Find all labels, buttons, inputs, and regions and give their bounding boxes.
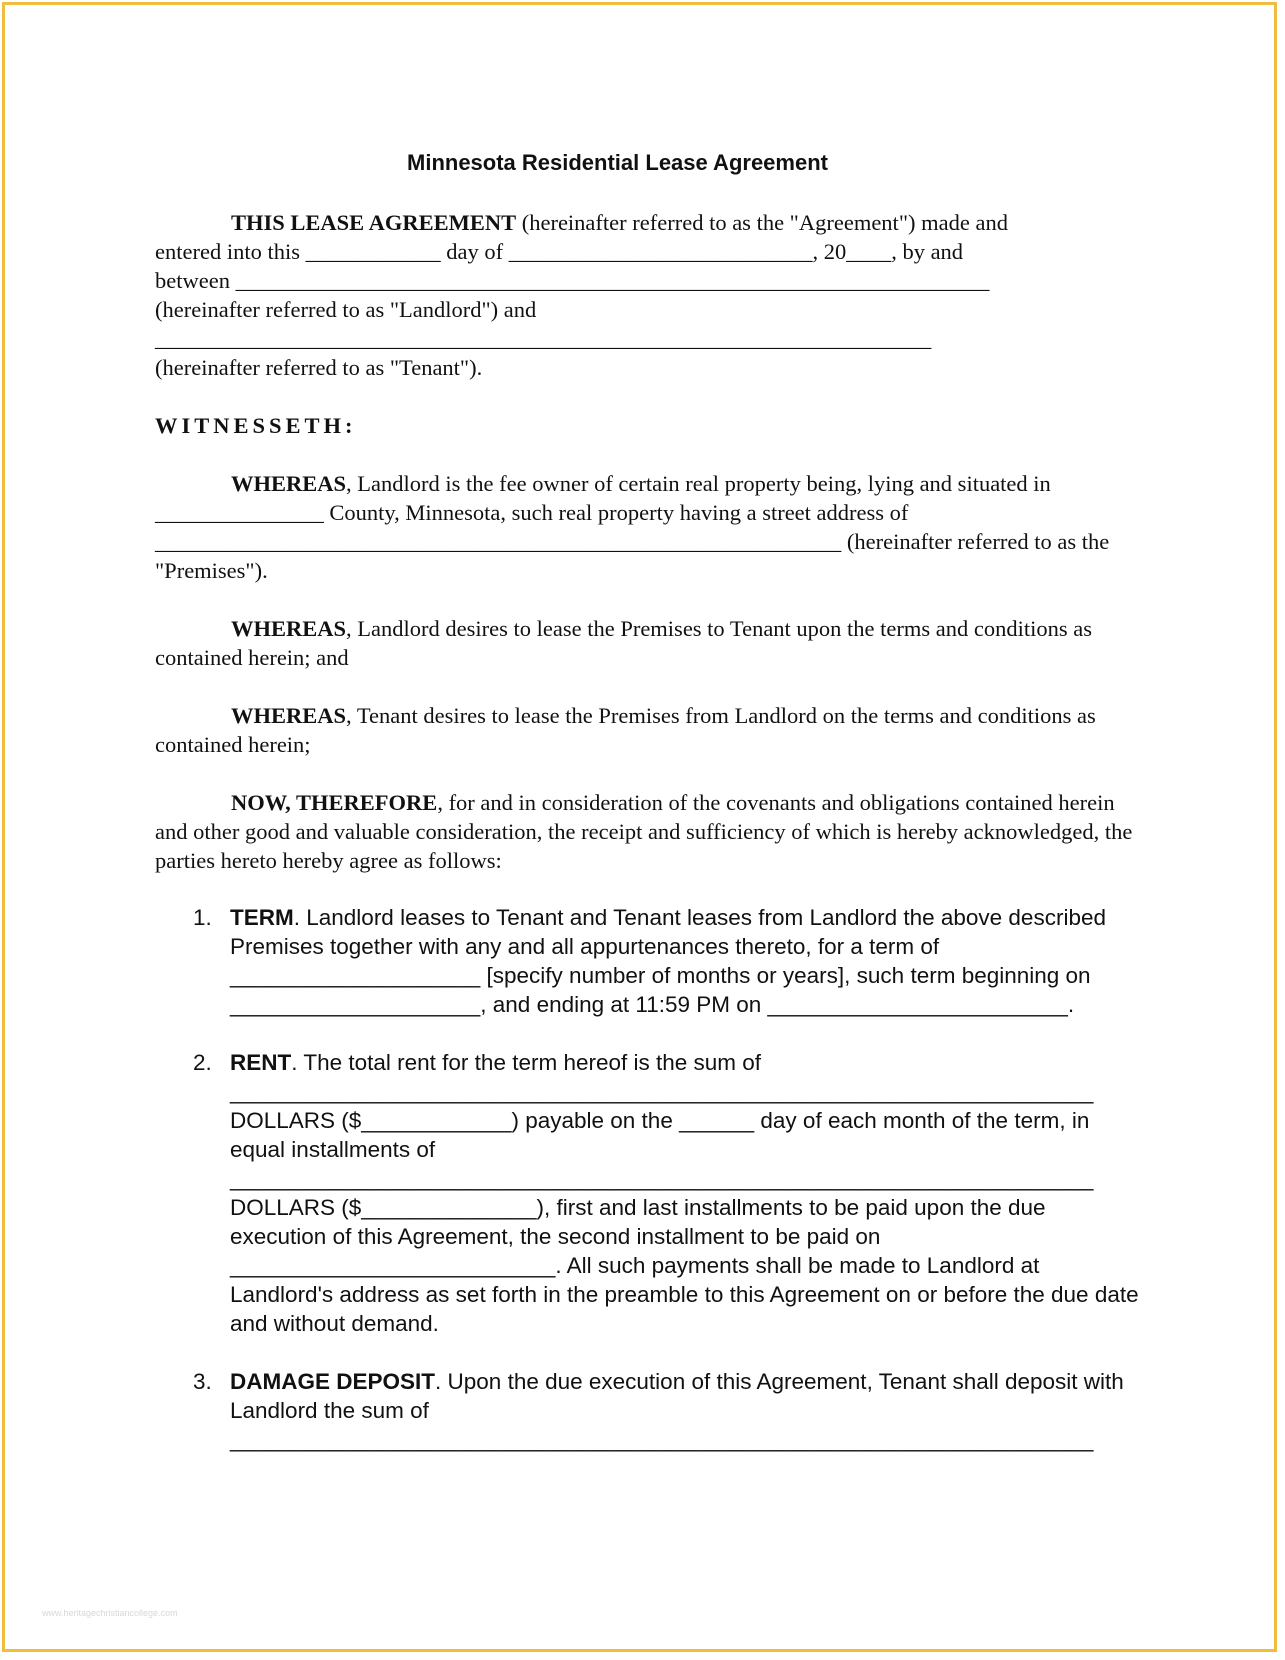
section-text: . Upon the due execution of this Agreement, Tenant shall deposit with Landlord the sum of	[230, 1369, 1124, 1423]
section-number: 1.	[193, 905, 212, 930]
whereas-1	[155, 469, 1140, 585]
blank-line: _____________________________________________________________________	[230, 1079, 1094, 1104]
intro-line6: (hereinafter referred to as "Tenant").	[155, 355, 483, 380]
whereas-2-text: , Landlord desires to lease the Premises to Tenant upon the terms and conditions as contained herein; and	[155, 616, 1093, 670]
section-text: DOLLARS ($____________) payable on the ______ day of each month of the term, in equal installments of	[230, 1108, 1090, 1162]
blank-line: _____________________________________________________________________	[230, 1427, 1094, 1452]
whereas-2-lead: WHEREAS	[231, 616, 347, 641]
section-heading: DAMAGE DEPOSIT	[230, 1369, 436, 1394]
whereas-2	[155, 614, 1140, 672]
section-heading: TERM	[230, 905, 294, 930]
intro-line2: entered into this ____________ day of ___________________________, 20____, by and	[155, 239, 964, 264]
intro-line3: between ___________________________________________________________________	[155, 268, 990, 293]
intro-line5: _____________________________________________________________________	[155, 326, 932, 351]
section-text: DOLLARS ($______________), first and last installments to be paid upon the due execution of this Agreement, the second installment to be paid on __________________________. All such payments shall be made to Landlord at Landlord's address as set forth in the preamble to this Agreement on or before the due date and without demand.	[230, 1195, 1139, 1336]
whereas-3	[155, 701, 1140, 759]
whereas-3-lead: WHEREAS	[231, 703, 347, 728]
now-therefore-text: , for and in consideration of the covenants and obligations contained herein and other good and valuable consideration, the receipt and sufficiency of which is hereby acknowledged, the parties hereto hereby agree as follows:	[155, 790, 1133, 873]
section-heading: RENT	[230, 1050, 292, 1075]
section-text: . The total rent for the term hereof is the sum of	[291, 1050, 762, 1075]
section-number: 2.	[193, 1050, 212, 1075]
witnesseth-heading: WITNESSETH:	[155, 413, 357, 438]
intro-lead: THIS LEASE AGREEMENT	[231, 210, 517, 235]
now-therefore-lead: NOW, THEREFORE	[231, 790, 438, 815]
blank-line: _____________________________________________________________________	[230, 1166, 1094, 1191]
section-damage-deposit	[155, 1367, 1140, 1454]
document-page	[155, 150, 1140, 1483]
section-text: . Landlord leases to Tenant and Tenant leases from Landlord the above described Premises together with any and all appurtenances thereto, for a term of ____________________ [specify number of months or years], such term beginning on ____________________, and ending at 11:59 PM on ________________________.	[230, 905, 1106, 1017]
sections-list	[155, 903, 1140, 1454]
whereas-1-text: , Landlord is the fee owner of certain real property being, lying and situated in _______________ County, Minnesota, such real property having a street address of _____________________________________________________________ (hereinafter referred to as the "Premises").	[155, 471, 1110, 583]
section-number: 3.	[193, 1369, 212, 1394]
section-rent	[155, 1048, 1140, 1338]
intro-line4: (hereinafter referred to as "Landlord") and	[155, 297, 537, 322]
whereas-1-lead: WHEREAS	[231, 471, 347, 496]
now-therefore	[155, 788, 1140, 875]
document-title: Minnesota Residential Lease Agreement	[407, 150, 828, 175]
section-term	[155, 903, 1140, 1019]
whereas-3-text: , Tenant desires to lease the Premises from Landlord on the terms and conditions as contained herein;	[155, 703, 1096, 757]
watermark-text: www.heritagechristiancollege.com	[42, 1608, 178, 1618]
intro-paragraph	[155, 208, 1140, 382]
intro-line1: (hereinafter referred to as the "Agreement") made and	[516, 210, 1008, 235]
